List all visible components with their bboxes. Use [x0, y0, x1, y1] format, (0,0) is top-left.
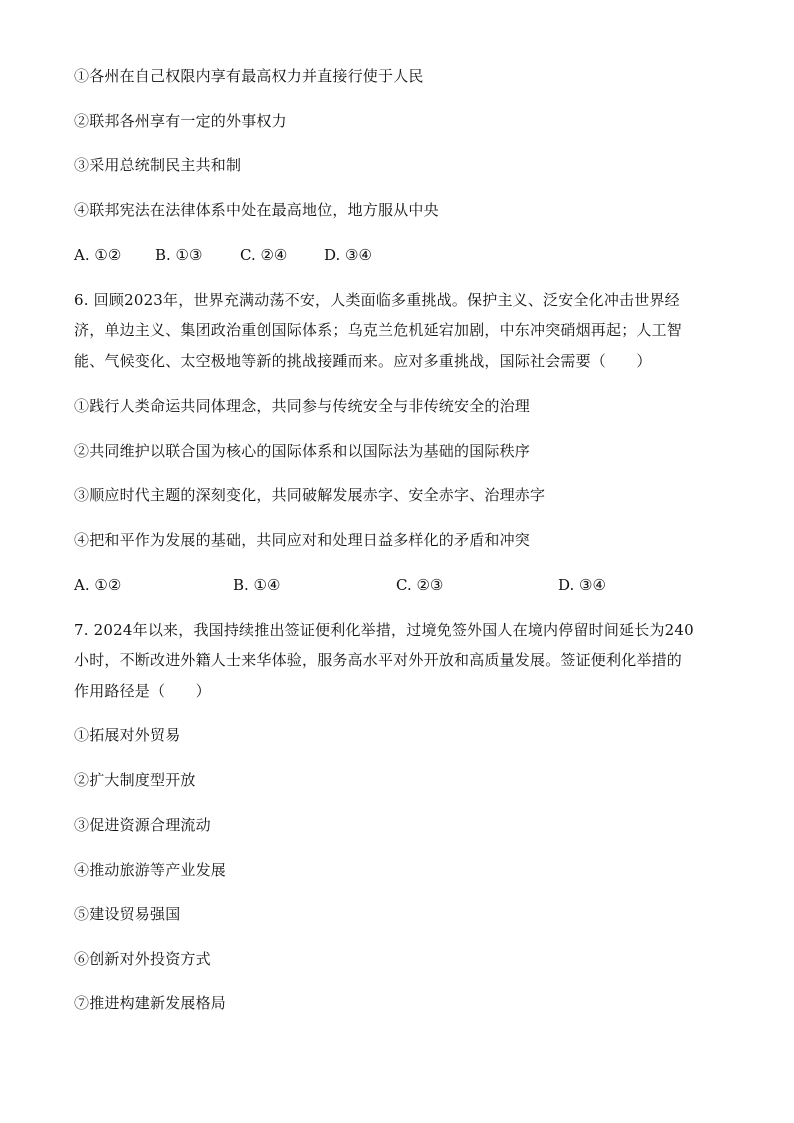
q5-option-d: D. ③④ [324, 246, 372, 264]
q5-item-3: ③采用总统制民主共和制 [74, 156, 242, 174]
q5-option-b: B. ①③ [155, 246, 203, 264]
q5-item-1: ①各州在自己权限内享有最高权力并直接行使于人民 [74, 67, 424, 85]
q6-item-4: ④把和平作为发展的基础，共同应对和处理日益多样化的矛盾和冲突 [74, 531, 531, 549]
q5-option-c: C. ②④ [240, 246, 288, 264]
q7-item-1: ①拓展对外贸易 [74, 726, 181, 744]
q5-option-a: A. ①② [74, 246, 122, 264]
q7-item-4: ④推动旅游等产业发展 [74, 861, 227, 879]
q7-stem-line-3: 作用路径是（ ） [74, 682, 211, 700]
q7-item-5: ⑤建设贸易强国 [74, 905, 181, 923]
q6-option-d: D. ③④ [558, 576, 606, 594]
q6-item-2: ②共同维护以联合国为核心的国际体系和以国际法为基础的国际秩序 [74, 442, 531, 460]
q5-item-2: ②联邦各州享有一定的外事权力 [74, 112, 287, 130]
q7-item-7: ⑦推进构建新发展格局 [74, 994, 227, 1012]
q7-item-2: ②扩大制度型开放 [74, 771, 196, 789]
q5-item-4: ④联邦宪法在法律体系中处在最高地位，地方服从中央 [74, 201, 439, 219]
q6-item-3: ③顺应时代主题的深刻变化，共同破解发展赤字、安全赤字、治理赤字 [74, 486, 546, 504]
q7-stem-line-1: 7. 2024年以来，我国持续推出签证便利化举措，过境免签外国人在境内停留时间延长为240 [74, 621, 694, 639]
q7-stem-line-2: 小时，不断改进外籍人士来华体验，服务高水平对外开放和高质量发展。签证便利化举措的 [74, 651, 683, 669]
q6-stem-line-2: 济，单边主义、集团政治重创国际体系；乌克兰危机延宕加剧，中东冲突硝烟再起；人工智 [74, 321, 683, 339]
q6-stem-line-1: 6. 回顾2023年，世界充满动荡不安，人类面临多重挑战。保护主义、泛安全化冲击世界经 [74, 291, 680, 309]
q7-item-3: ③促进资源合理流动 [74, 816, 211, 834]
q6-item-1: ①践行人类命运共同体理念，共同参与传统安全与非传统安全的治理 [74, 397, 531, 415]
q7-item-6: ⑥创新对外投资方式 [74, 950, 211, 968]
q6-option-b: B. ①④ [233, 576, 281, 594]
q6-option-a: A. ①② [74, 576, 122, 594]
q6-option-c: C. ②③ [396, 576, 444, 594]
q6-stem-line-3: 能、气候变化、太空极地等新的挑战接踵而来。应对多重挑战，国际社会需要（ ） [74, 352, 652, 370]
